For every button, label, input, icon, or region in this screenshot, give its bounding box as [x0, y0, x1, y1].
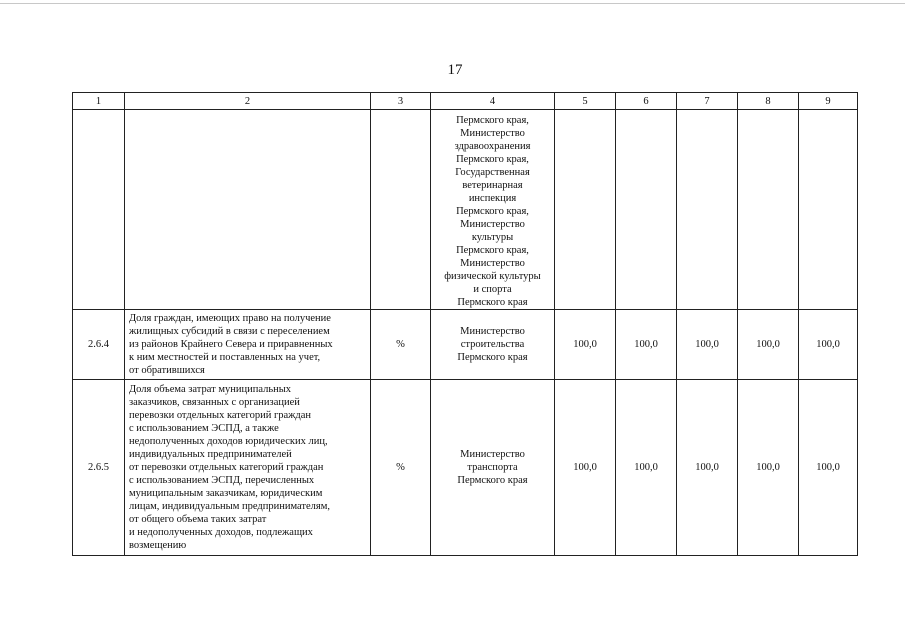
row-number: [73, 110, 125, 310]
responsible-executor: Министерство транспорта Пермского края: [431, 380, 555, 556]
row-number: 2.6.5: [73, 380, 125, 556]
header-col-6: 6: [616, 93, 677, 110]
header-col-7: 7: [677, 93, 738, 110]
header-col-3: 3: [371, 93, 431, 110]
value-col-9: 100,0: [799, 310, 858, 380]
header-col-5: 5: [555, 93, 616, 110]
value-col-7: 100,0: [677, 310, 738, 380]
row-number: 2.6.4: [73, 310, 125, 380]
value-col-5: [555, 110, 616, 310]
indicator-name: Доля объема затрат муниципальных заказчиков, связанных с организацией перевозки отдельных категорий граждан с использованием ЭСПД, а также недополученных доходов юридических лиц, индивидуальных предпринимателей от перевозки отдельных категорий граждан с использованием ЭСПД, перечисленных муниципальным заказчикам, юридическим лицам, индивидуальным предпринимателям, от общего объема таких затрат и недополученных доходов, подлежащих возмещению: [125, 380, 371, 556]
table-row: [73, 110, 858, 310]
unit: %: [371, 310, 431, 380]
indicator-table: [72, 92, 858, 556]
value-col-5: 100,0: [555, 380, 616, 556]
value-col-6: 100,0: [616, 310, 677, 380]
indicator-name: [125, 110, 371, 310]
value-col-6: [616, 110, 677, 310]
header-col-9: 9: [799, 93, 858, 110]
value-col-8: [738, 110, 799, 310]
unit: [371, 110, 431, 310]
responsible-executor: Пермского края, Министерство здравоохранения Пермского края, Государственная ветеринарная инспекция Пермского края, Министерство культуры Пермского края, Министерство физической культуры и спорта Пермского края: [431, 110, 555, 310]
value-col-8: 100,0: [738, 380, 799, 556]
value-col-6: 100,0: [616, 380, 677, 556]
table-row: [73, 380, 858, 556]
header-col-1: 1: [73, 93, 125, 110]
unit: %: [371, 380, 431, 556]
value-col-9: 100,0: [799, 380, 858, 556]
table-row: [73, 310, 858, 380]
header-row: [73, 93, 858, 110]
responsible-executor: Министерство строительства Пермского края: [431, 310, 555, 380]
value-col-5: 100,0: [555, 310, 616, 380]
page-number: 17: [447, 62, 463, 78]
value-col-7: 100,0: [677, 380, 738, 556]
value-col-8: 100,0: [738, 310, 799, 380]
header-col-4: 4: [431, 93, 555, 110]
indicator-name: Доля граждан, имеющих право на получение жилищных субсидий в связи с переселением из районов Крайнего Севера и приравненных к ним местностей и поставленных на учет, от обратившихся: [125, 310, 371, 380]
header-col-8: 8: [738, 93, 799, 110]
header-col-2: 2: [125, 93, 371, 110]
value-col-7: [677, 110, 738, 310]
value-col-9: [799, 110, 858, 310]
scan-artifact-top: [0, 3, 905, 4]
